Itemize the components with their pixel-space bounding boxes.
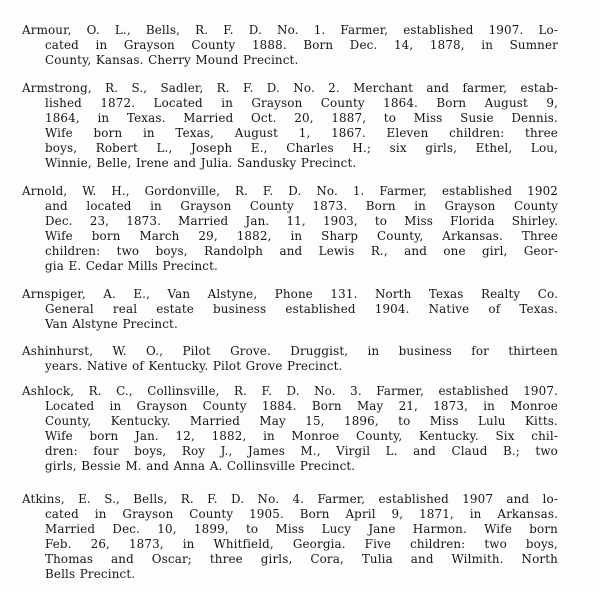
entry-line: Located in Grayson County 1884. Born May 21, 1873, in Monroe <box>45 399 558 414</box>
entry-line: cated in Grayson County 1888. Born Dec. 14, 1878, in Sumner <box>45 38 558 53</box>
entry-line: Ashinhurst, W. O., Pilot Grove. Druggist, in business for thirteen <box>22 344 558 358</box>
directory-entry-armour <box>22 23 558 68</box>
entry-line: years. Native of Kentucky. Pilot Grove Precinct. <box>45 359 343 374</box>
entry-line: Atkins, E. S., Bells, R. F. D. No. 4. Farmer, established 1907 and lo- <box>22 492 558 506</box>
entry-line: Winnie, Belle, Irene and Julia. Sandusky Precinct. <box>45 156 357 171</box>
entry-line: Married Dec. 10, 1899, to Miss Lucy Jane Harmon. Wife born <box>45 522 558 537</box>
entry-line: Bells Precinct. <box>45 567 136 582</box>
entry-line: 1864, in Texas. Married Oct. 20, 1887, to Miss Susie Dennis. <box>45 111 558 126</box>
entry-line: Armstrong, R. S., Sadler, R. F. D. No. 2. Merchant and farmer, estab- <box>22 81 558 95</box>
directory-entry-ashlock <box>22 384 558 475</box>
entry-line: Van Alstyne Precinct. <box>45 317 178 332</box>
entry-line: Wife born in Texas, August 1, 1867. Eleven children: three <box>45 126 558 141</box>
entry-line: Ashlock, R. C., Collinsville, R. F. D. No. 3. Farmer, established 1907. <box>22 384 558 398</box>
entry-line: General real estate business established 1904. Native of Texas. <box>45 302 558 317</box>
entry-line: Thomas and Oscar; three girls, Cora, Tulia and Wilmith. North <box>45 552 558 567</box>
entry-line: children: two boys, Randolph and Lewis R., and one girl, Geor- <box>45 244 558 259</box>
entry-line: gia E. Cedar Mills Precinct. <box>45 259 218 274</box>
entry-line: and located in Grayson County 1873. Born in Grayson County <box>45 199 558 214</box>
entry-line: girls, Bessie M. and Anna A. Collinsville Precinct. <box>45 459 356 474</box>
entry-line: County, Kentucky. Married May 15, 1896, to Miss Lulu Kitts. <box>45 414 558 429</box>
entry-line: lished 1872. Located in Grayson County 1864. Born August 9, <box>45 96 558 111</box>
directory-entry-arnold <box>22 184 558 275</box>
entry-line: cated in Grayson County 1905. Born April 9, 1871, in Arkansas. <box>45 507 558 522</box>
directory-entry-atkins <box>22 492 558 583</box>
entry-line: Arnspiger, A. E., Van Alstyne, Phone 131. North Texas Realty Co. <box>22 287 558 301</box>
entry-line: Armour, O. L., Bells, R. F. D. No. 1. Farmer, established 1907. Lo- <box>22 23 558 37</box>
entry-line: Wife born March 29, 1882, in Sharp County, Arkansas. Three <box>45 229 558 244</box>
entry-line: Wife born Jan. 12, 1882, in Monroe County, Kentucky. Six chil- <box>45 429 558 444</box>
entry-line: Arnold, W. H., Gordonville, R. F. D. No. 1. Farmer, established 1902 <box>22 184 558 198</box>
entry-line: County, Kansas. Cherry Mound Precinct. <box>45 53 299 68</box>
entry-line: boys, Robert L., Joseph E., Charles H.; six girls, Ethel, Lou, <box>45 141 558 156</box>
entry-line: dren: four boys, Roy J., James M., Virgil L. and Claud B.; two <box>45 444 558 459</box>
entry-line: Feb. 26, 1873, in Whitfield, Georgia. Five children: two boys, <box>45 537 558 552</box>
directory-entry-ashinhurst <box>22 344 558 374</box>
directory-entry-arnspiger <box>22 287 558 332</box>
entry-line: Dec. 23, 1873. Married Jan. 11, 1903, to Miss Florida Shirley. <box>45 214 558 229</box>
directory-entry-armstrong <box>22 81 558 172</box>
